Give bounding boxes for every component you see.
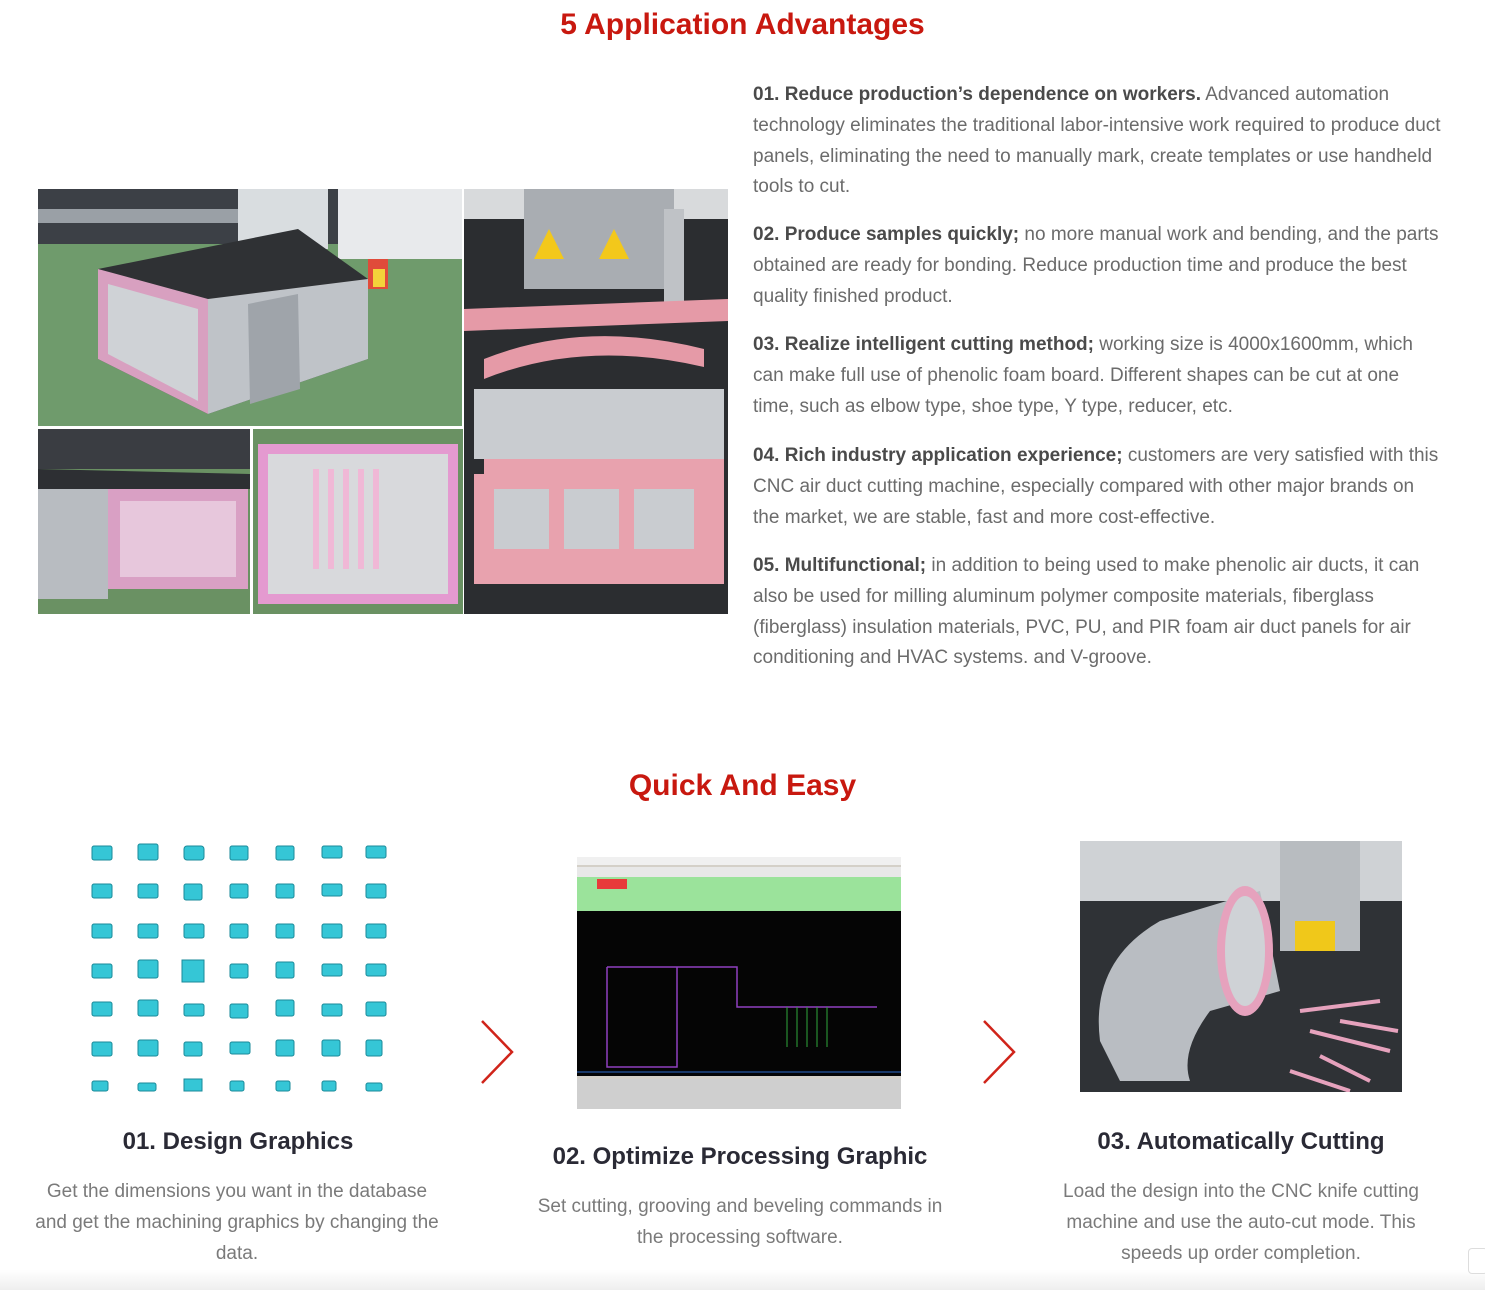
advantage-text: in addition to being used to make phenolic air ducts, it can also be used for milling aluminum polymer composite materials, fiberglass (fiberglass) insulation materials, PVC, PU, and PIR foam air duct panels for air conditioning and HVAC systems. and V-groove.	[753, 555, 1420, 669]
section-title-quick-easy: Quick And Easy	[628, 769, 857, 802]
advantage-text: customers are very satisfied with this CNC air duct cutting machine, especially compared with other major brands on the market, we are stable, fast and more cost-effective.	[753, 445, 1439, 528]
advantage-text: working size is 4000x1600mm, which can make full use of phenolic foam board. Different shapes can be cut at one time, such as elbow type, shoe type, Y type, reducer, etc.	[753, 334, 1413, 417]
advantage-item	[753, 330, 1443, 422]
duct-photo-collage	[38, 189, 728, 614]
advantage-lead: 03. Realize intelligent cutting method;	[753, 334, 1094, 355]
processing-software-screenshot	[577, 857, 901, 1109]
chevron-right-icon	[478, 1017, 518, 1087]
advantage-lead: 01. Reduce production’s dependence on workers.	[753, 84, 1202, 105]
bottom-fade	[0, 1270, 1485, 1290]
advantage-lead: 04. Rich industry application experience;	[753, 445, 1123, 466]
advantage-item	[753, 220, 1443, 312]
design-graphics-shape-library-image	[80, 836, 398, 1093]
advantage-item	[753, 551, 1443, 674]
photo-duct-with-vanes	[38, 429, 250, 614]
photo-duct-interior	[253, 429, 463, 614]
advantage-lead: 05. Multifunctional;	[753, 555, 927, 576]
step-title: 03. Automatically Cutting	[1097, 1128, 1385, 1155]
step-title: 02. Optimize Processing Graphic	[552, 1143, 928, 1170]
step-description: Set cutting, grooving and beveling commands in the processing software.	[537, 1196, 943, 1248]
advantage-text: Advanced automation technology eliminates the traditional labor-intensive work required to produce duct panels, eliminating the need to manually mark, create templates or use handheld tools to cut.	[753, 84, 1441, 198]
advantage-lead: 02. Produce samples quickly;	[753, 224, 1020, 245]
step-title: 01. Design Graphics	[122, 1128, 354, 1155]
advantage-item	[753, 441, 1443, 533]
step-description: Get the dimensions you want in the database and get the machining graphics by changing the data.	[35, 1181, 439, 1264]
scroll-to-top-button[interactable]	[1468, 1248, 1485, 1274]
photo-cnc-cutting-foam	[464, 189, 728, 614]
advantage-item	[753, 80, 1443, 203]
step-description: Load the design into the CNC knife cutting machine and use the auto-cut mode. This speeds up order completion.	[1063, 1181, 1419, 1264]
cnc-cutting-photo	[1080, 841, 1402, 1092]
chevron-right-icon	[980, 1017, 1020, 1087]
advantage-text: no more manual work and bending, and the parts obtained are ready for bonding. Reduce production time and produce the best quality finished product.	[753, 224, 1439, 307]
section-title-advantages: 5 Application Advantages	[560, 8, 925, 41]
photo-rectangular-duct-elbow	[38, 189, 462, 426]
